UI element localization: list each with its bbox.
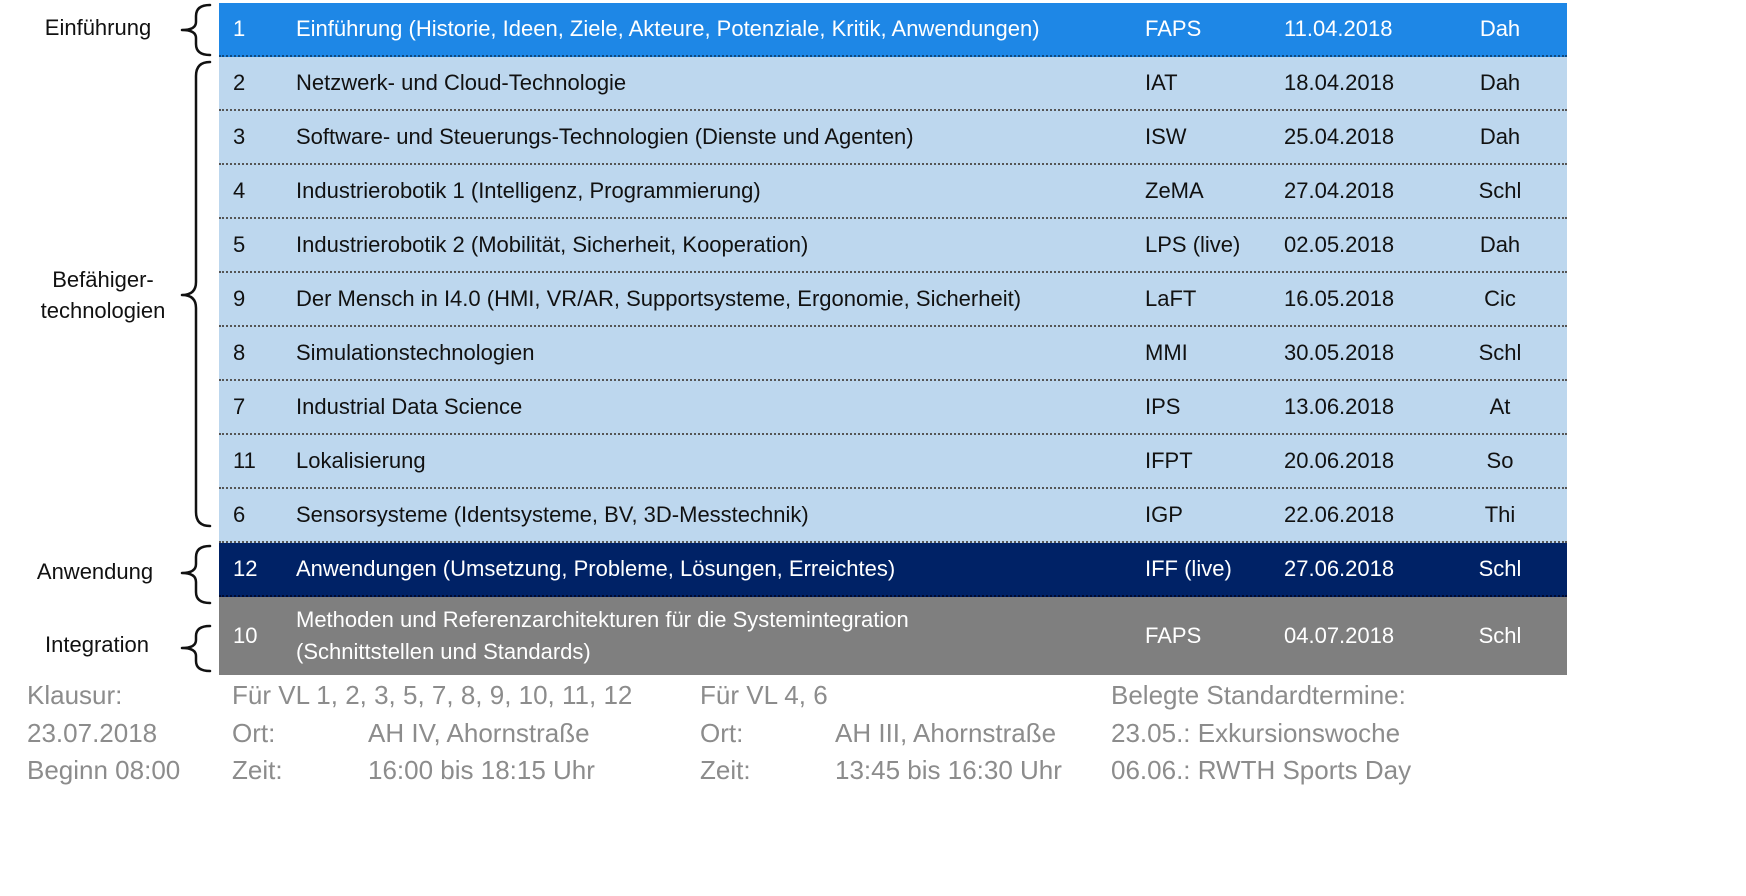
schedule-row <box>219 543 1567 597</box>
schedule-row <box>219 489 1567 543</box>
lecture-lecturer: Dah <box>1479 232 1521 257</box>
lecture-date: 11.04.2018 <box>1284 16 1393 41</box>
lecture-institute: IPS <box>1145 394 1181 419</box>
blocked-dates-title: Belegte Standardtermine: <box>1111 680 1406 710</box>
blocked-date-item: 06.06.: RWTH Sports Day <box>1111 755 1412 785</box>
group-label-line: Befähiger- <box>52 267 154 292</box>
lecture-institute: MMI <box>1145 340 1188 365</box>
lecture-institute: IFPT <box>1145 448 1193 473</box>
lecture-lecturer: Thi <box>1484 502 1516 527</box>
schedule-row <box>219 327 1567 381</box>
lecture-date: 27.04.2018 <box>1284 178 1395 203</box>
lecture-title: Industrial Data Science <box>296 394 523 419</box>
lecture-number: 2 <box>233 70 246 95</box>
bracket-befaehiger <box>182 62 210 526</box>
lecture-number: 4 <box>233 178 246 203</box>
group-b-time-label: Zeit: <box>700 755 751 785</box>
lecture-title: Sensorsysteme (Identsysteme, BV, 3D-Messtechnik) <box>296 502 809 527</box>
lecture-number: 5 <box>233 232 246 257</box>
lecture-lecturer: Schl <box>1478 340 1522 365</box>
lecture-number: 12 <box>233 556 258 581</box>
lecture-institute: ZeMA <box>1145 178 1204 203</box>
lecture-institute: IGP <box>1145 502 1183 527</box>
lecture-lecturer: So <box>1486 448 1514 473</box>
lecture-number: 1 <box>233 16 246 41</box>
lecture-title: Einführung (Historie, Ideen, Ziele, Akteure, Potenziale, Kritik, Anwendungen) <box>296 16 1040 41</box>
lecture-institute: IFF (live) <box>1145 556 1232 581</box>
group-b-place-label: Ort: <box>700 718 744 748</box>
lecture-title: Lokalisierung <box>296 448 426 473</box>
group-a-place-label: Ort: <box>232 718 276 748</box>
group-b-place: AH III, Ahornstraße <box>835 718 1057 748</box>
lecture-date: 25.04.2018 <box>1284 124 1395 149</box>
group-a-title: Für VL 1, 2, 3, 5, 7, 8, 9, 10, 11, 12 <box>232 680 633 710</box>
lecture-title: Simulationstechnologien <box>296 340 535 365</box>
blocked-date-item: 23.05.: Exkursionswoche <box>1111 718 1401 748</box>
lecture-title <box>296 604 1126 668</box>
schedule-row <box>219 111 1567 165</box>
lecture-date: 22.06.2018 <box>1284 502 1395 527</box>
lecture-date: 27.06.2018 <box>1284 556 1395 581</box>
lecture-number: 11 <box>233 448 256 473</box>
lecture-lecturer: Cic <box>1484 286 1516 311</box>
group-label-integration: Integration <box>45 632 149 657</box>
schedule-row <box>219 219 1567 273</box>
lecture-number: 7 <box>233 394 246 419</box>
bracket-anwendung <box>182 546 210 603</box>
lecture-institute: LaFT <box>1145 286 1197 311</box>
lecture-institute: FAPS <box>1145 16 1202 41</box>
schedule-row <box>219 381 1567 435</box>
schedule-row <box>219 165 1567 219</box>
lecture-institute: FAPS <box>1145 623 1202 648</box>
lecture-date: 13.06.2018 <box>1284 394 1395 419</box>
lecture-date: 16.05.2018 <box>1284 286 1395 311</box>
group-label-anwendung: Anwendung <box>36 559 154 584</box>
lecture-number: 9 <box>233 286 246 311</box>
group-brackets <box>0 0 219 680</box>
lecture-lecturer: Dah <box>1479 124 1521 149</box>
lecture-lecturer: Schl <box>1478 556 1522 581</box>
lecture-number: 3 <box>233 124 246 149</box>
lecture-title-line: (Schnittstellen und Standards) <box>296 639 591 664</box>
lecture-number: 10 <box>233 623 258 648</box>
exam-date: 23.07.2018 <box>27 718 158 748</box>
lecture-number: 8 <box>233 340 246 365</box>
group-b-time: 13:45 bis 16:30 Uhr <box>835 755 1062 785</box>
lecture-lecturer: Dah <box>1479 16 1521 41</box>
lecture-institute: IAT <box>1145 70 1178 95</box>
lecture-title: Industrierobotik 2 (Mobilität, Sicherheit, Kooperation) <box>296 232 809 257</box>
lecture-date: 20.06.2018 <box>1284 448 1395 473</box>
lecture-date: 02.05.2018 <box>1284 232 1395 257</box>
schedule-row <box>219 273 1567 327</box>
footer-info <box>0 676 1746 796</box>
exam-label: Klausur: <box>27 680 123 710</box>
lecture-date: 30.05.2018 <box>1284 340 1395 365</box>
schedule-row <box>219 57 1567 111</box>
lecture-lecturer: Schl <box>1478 178 1522 203</box>
group-b-title: Für VL 4, 6 <box>700 680 828 710</box>
group-label-line: technologien <box>40 298 166 323</box>
group-a-time: 16:00 bis 18:15 Uhr <box>368 755 595 785</box>
lecture-title-line: Methoden und Referenzarchitekturen für die Systemintegration <box>296 607 909 632</box>
group-a-time-label: Zeit: <box>232 755 283 785</box>
lecture-title: Industrierobotik 1 (Intelligenz, Programmierung) <box>296 178 761 203</box>
lecture-title: Netzwerk- und Cloud-Technologie <box>296 70 627 95</box>
exam-start: Beginn 08:00 <box>27 755 181 785</box>
schedule-row <box>219 435 1567 489</box>
schedule-row <box>219 597 1567 675</box>
lecture-institute: LPS (live) <box>1145 232 1241 257</box>
group-a-place: AH IV, Ahornstraße <box>368 718 590 748</box>
bracket-einfuehrung <box>182 5 210 55</box>
lecture-title: Anwendungen (Umsetzung, Probleme, Lösungen, Erreichtes) <box>296 556 896 581</box>
lecture-date: 18.04.2018 <box>1284 70 1395 95</box>
lecture-title: Der Mensch in I4.0 (HMI, VR/AR, Supportsysteme, Ergonomie, Sicherheit) <box>296 286 1022 311</box>
group-label-einfuehrung: Einführung <box>44 15 152 40</box>
lecture-number: 6 <box>233 502 246 527</box>
lecture-lecturer: At <box>1489 394 1511 419</box>
lecture-lecturer: Dah <box>1479 70 1521 95</box>
lecture-date: 04.07.2018 <box>1284 623 1395 648</box>
bracket-integration <box>182 626 210 671</box>
schedule-row <box>219 3 1567 57</box>
lecture-institute: ISW <box>1145 124 1187 149</box>
lecture-title: Software- und Steuerungs-Technologien (Dienste und Agenten) <box>296 124 914 149</box>
lecture-lecturer: Schl <box>1478 623 1522 648</box>
